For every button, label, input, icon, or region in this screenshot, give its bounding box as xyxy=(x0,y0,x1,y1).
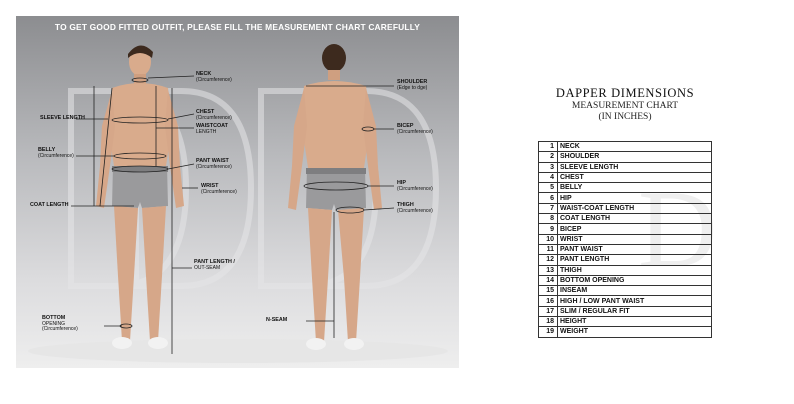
label-pant-waist: PANT WAIST (Circumference) xyxy=(196,158,232,170)
row-number: 2 xyxy=(539,152,558,162)
table-row xyxy=(539,162,712,172)
table-row xyxy=(539,244,712,254)
row-label: PANT WAIST xyxy=(558,244,712,254)
label-waistcoat-length: WAISTCOAT LENGTH xyxy=(196,123,228,135)
row-label: HIP xyxy=(558,193,712,203)
row-number: 1 xyxy=(539,142,558,152)
brand-title: DAPPER DIMENSIONS xyxy=(555,86,695,100)
row-number: 9 xyxy=(539,224,558,234)
row-label: BOTTOM OPENING xyxy=(558,275,712,285)
table-row xyxy=(539,265,712,275)
table-row xyxy=(539,214,712,224)
row-label: BICEP xyxy=(558,224,712,234)
row-number: 16 xyxy=(539,296,558,306)
row-label: BELLY xyxy=(558,183,712,193)
row-number: 15 xyxy=(539,286,558,296)
row-label: HIGH / LOW PANT WAIST xyxy=(558,296,712,306)
table-row xyxy=(539,234,712,244)
table-row xyxy=(539,306,712,316)
label-shoulder: SHOULDER (Edge to dge) xyxy=(397,79,428,91)
label-n-seam: N-SEAM xyxy=(266,317,288,323)
row-number: 4 xyxy=(539,172,558,182)
label-bicep: BICEP (Circumference) xyxy=(397,123,433,135)
row-number: 10 xyxy=(539,234,558,244)
row-label: WRIST xyxy=(558,234,712,244)
chart-unit: (IN INCHES) xyxy=(598,111,652,122)
row-label: WAIST-COAT LENGTH xyxy=(558,203,712,213)
label-hip: HIP (Circumference) xyxy=(397,180,433,192)
row-number: 13 xyxy=(539,265,558,275)
row-number: 14 xyxy=(539,275,558,285)
measurement-table xyxy=(538,141,712,338)
table-row xyxy=(539,317,712,327)
label-neck: NECK (Circumference) xyxy=(196,71,232,83)
chart-watermark: D xyxy=(638,168,708,290)
row-label: SHOULDER xyxy=(558,152,712,162)
label-thigh: THIGH (Circumference) xyxy=(397,202,433,214)
label-pant-length: PANT LENGTH / OUT-SEAM xyxy=(194,259,235,271)
row-label: THIGH xyxy=(558,265,712,275)
row-number: 18 xyxy=(539,317,558,327)
table-row xyxy=(539,296,712,306)
row-label: COAT LENGTH xyxy=(558,214,712,224)
row-label: CHEST xyxy=(558,172,712,182)
label-chest: CHEST (Circumference) xyxy=(196,109,232,121)
measurement-chart xyxy=(538,86,712,336)
table-row xyxy=(539,203,712,213)
table-row xyxy=(539,142,712,152)
label-belly: BELLY (Circumference) xyxy=(38,147,74,159)
row-label: INSEAM xyxy=(558,286,712,296)
label-sleeve-length: SLEEVE LENGTH xyxy=(40,115,85,121)
label-coat-length: COAT LENGTH xyxy=(30,202,69,208)
table-row xyxy=(539,172,712,182)
row-label: WEIGHT xyxy=(558,327,712,337)
row-label: NECK xyxy=(558,142,712,152)
row-number: 17 xyxy=(539,306,558,316)
row-number: 6 xyxy=(539,193,558,203)
row-number: 5 xyxy=(539,183,558,193)
row-number: 3 xyxy=(539,162,558,172)
chart-subtitle: MEASUREMENT CHART xyxy=(571,101,679,111)
measurement-guide-poster xyxy=(16,16,459,368)
row-number: 7 xyxy=(539,203,558,213)
row-number: 19 xyxy=(539,327,558,337)
row-label: HEIGHT xyxy=(558,317,712,327)
poster-headline: TO GET GOOD FITTED OUTFIT, PLEASE FILL THE MEASUREMENT CHART CAREFULLY xyxy=(54,22,421,32)
row-number: 12 xyxy=(539,255,558,265)
table-row xyxy=(539,255,712,265)
row-number: 11 xyxy=(539,244,558,254)
table-row xyxy=(539,183,712,193)
label-bottom-opening: BOTTOM OPENING (Circumference) xyxy=(42,315,78,332)
table-row xyxy=(539,152,712,162)
row-number: 8 xyxy=(539,214,558,224)
row-label: SLEEVE LENGTH xyxy=(558,162,712,172)
row-label: PANT LENGTH xyxy=(558,255,712,265)
row-label: SLIM / REGULAR FIT xyxy=(558,306,712,316)
label-wrist: WRIST (Circumference) xyxy=(201,183,237,195)
table-row xyxy=(539,327,712,337)
table-row xyxy=(539,275,712,285)
table-row xyxy=(539,193,712,203)
table-row xyxy=(539,224,712,234)
body-illustration xyxy=(16,16,459,368)
table-row xyxy=(539,286,712,296)
